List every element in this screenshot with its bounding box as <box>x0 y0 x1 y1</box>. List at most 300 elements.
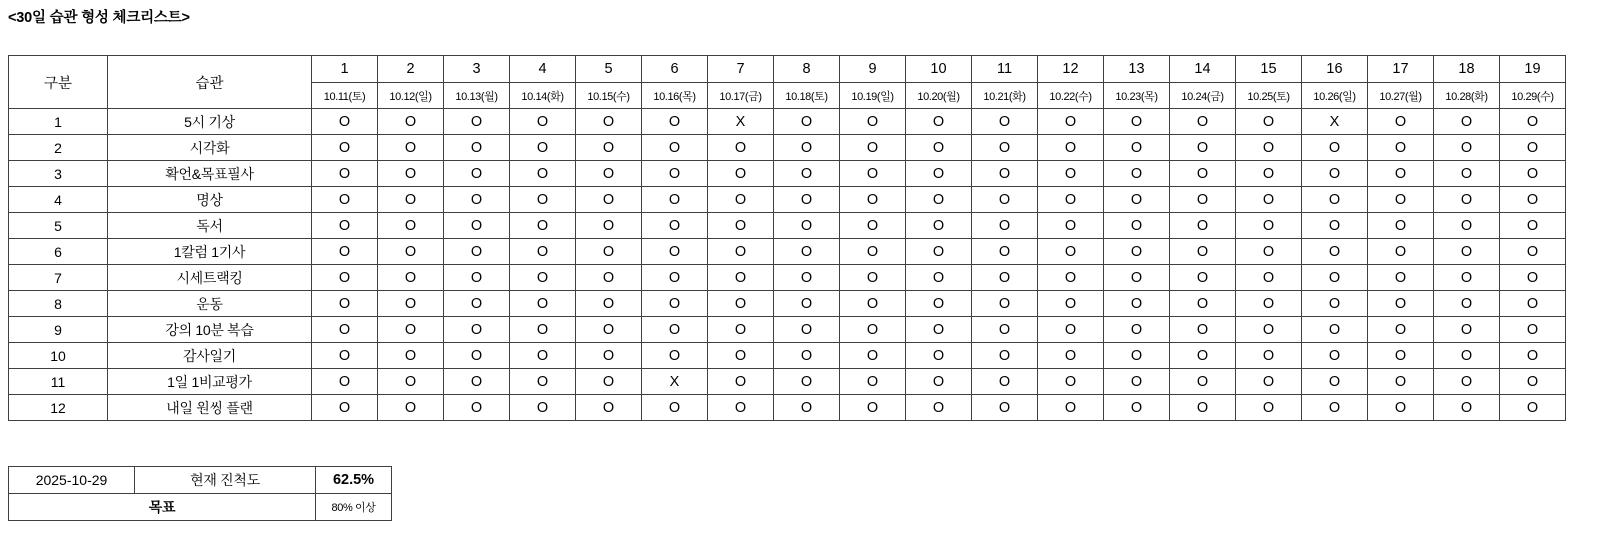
header-day-date: 10.23(목) <box>1104 83 1170 109</box>
habit-check-cell[interactable]: O <box>378 395 444 421</box>
table-row <box>9 265 1566 291</box>
habit-check-cell[interactable]: O <box>1236 239 1302 265</box>
habit-checklist-table <box>8 55 1566 421</box>
habit-check-cell[interactable]: O <box>708 317 774 343</box>
habit-check-cell[interactable]: O <box>708 187 774 213</box>
habit-check-cell[interactable]: O <box>642 135 708 161</box>
header-day-date: 10.15(수) <box>576 83 642 109</box>
row-habit-name: 감사일기 <box>108 343 312 369</box>
summary-goal-value: 80% 이상 <box>316 494 392 521</box>
habit-check-cell[interactable]: O <box>1104 187 1170 213</box>
row-habit-name: 명상 <box>108 187 312 213</box>
habit-check-cell[interactable]: O <box>444 395 510 421</box>
habit-check-cell[interactable]: O <box>774 265 840 291</box>
header-day-number: 3 <box>444 56 510 83</box>
habit-check-cell[interactable]: O <box>972 369 1038 395</box>
habit-check-cell[interactable]: O <box>312 395 378 421</box>
habit-check-cell[interactable]: O <box>1368 343 1434 369</box>
habit-check-cell[interactable]: O <box>1038 343 1104 369</box>
habit-check-cell[interactable]: O <box>1104 239 1170 265</box>
habit-check-cell[interactable]: O <box>906 109 972 135</box>
habit-check-cell[interactable]: O <box>444 369 510 395</box>
row-index: 12 <box>9 395 108 421</box>
habit-check-cell[interactable]: O <box>840 395 906 421</box>
habit-check-cell[interactable]: O <box>312 343 378 369</box>
habit-check-cell[interactable]: O <box>774 187 840 213</box>
habit-check-cell[interactable]: O <box>642 109 708 135</box>
header-day-date: 10.24(금) <box>1170 83 1236 109</box>
habit-check-cell[interactable]: O <box>774 161 840 187</box>
header-day-number: 12 <box>1038 56 1104 83</box>
habit-check-cell[interactable]: O <box>510 369 576 395</box>
header-day-date: 10.21(화) <box>972 83 1038 109</box>
habit-check-cell[interactable]: O <box>1038 317 1104 343</box>
habit-check-cell[interactable]: O <box>576 187 642 213</box>
habit-check-cell[interactable]: O <box>774 213 840 239</box>
header-day-number: 1 <box>312 56 378 83</box>
habit-check-cell[interactable]: O <box>642 291 708 317</box>
habit-check-cell[interactable]: O <box>312 135 378 161</box>
row-habit-name: 강의 10분 복습 <box>108 317 312 343</box>
habit-check-cell[interactable]: O <box>378 135 444 161</box>
habit-check-cell[interactable]: O <box>642 317 708 343</box>
row-index: 2 <box>9 135 108 161</box>
habit-check-cell[interactable]: O <box>1368 395 1434 421</box>
habit-check-cell[interactable]: O <box>1500 265 1566 291</box>
habit-check-cell[interactable]: O <box>840 109 906 135</box>
page-title: <30일 습관 형성 체크리스트> <box>8 10 190 26</box>
habit-check-cell[interactable]: X <box>708 109 774 135</box>
habit-check-cell[interactable]: O <box>576 239 642 265</box>
habit-check-cell[interactable]: O <box>1104 213 1170 239</box>
header-day-number: 8 <box>774 56 840 83</box>
habit-check-cell[interactable]: O <box>1170 395 1236 421</box>
habit-check-cell[interactable]: O <box>708 343 774 369</box>
row-index: 8 <box>9 291 108 317</box>
habit-check-cell[interactable]: O <box>906 395 972 421</box>
habit-check-cell[interactable]: O <box>972 187 1038 213</box>
habit-check-cell[interactable]: O <box>774 291 840 317</box>
table-row <box>9 291 1566 317</box>
habit-check-cell[interactable]: O <box>906 317 972 343</box>
habit-check-cell[interactable]: O <box>906 265 972 291</box>
habit-check-cell[interactable]: O <box>312 187 378 213</box>
habit-check-cell[interactable]: O <box>312 317 378 343</box>
row-index: 3 <box>9 161 108 187</box>
habit-check-cell[interactable]: O <box>444 135 510 161</box>
habit-check-cell[interactable]: O <box>840 213 906 239</box>
habit-check-cell[interactable]: O <box>1170 109 1236 135</box>
habit-check-cell[interactable]: O <box>312 213 378 239</box>
habit-check-cell[interactable]: O <box>1302 239 1368 265</box>
habit-check-cell[interactable]: O <box>774 343 840 369</box>
header-day-date: 10.17(금) <box>708 83 774 109</box>
summary-progress-label: 현재 진척도 <box>135 467 316 494</box>
header-day-number: 4 <box>510 56 576 83</box>
header-day-date: 10.12(일) <box>378 83 444 109</box>
habit-check-cell[interactable]: O <box>378 161 444 187</box>
habit-check-cell[interactable]: O <box>1236 343 1302 369</box>
habit-check-cell[interactable]: O <box>906 291 972 317</box>
habit-check-cell[interactable]: O <box>576 291 642 317</box>
habit-check-cell[interactable]: O <box>708 213 774 239</box>
habit-check-cell[interactable]: O <box>1302 265 1368 291</box>
table-row <box>9 369 1566 395</box>
habit-check-cell[interactable]: O <box>840 239 906 265</box>
habit-check-cell[interactable]: O <box>708 369 774 395</box>
habit-check-cell[interactable]: O <box>378 187 444 213</box>
habit-check-cell[interactable]: O <box>1170 343 1236 369</box>
row-habit-name: 내일 원씽 플랜 <box>108 395 312 421</box>
habit-check-cell[interactable]: O <box>510 135 576 161</box>
habit-check-cell[interactable]: O <box>1038 187 1104 213</box>
habit-check-cell[interactable]: O <box>1104 291 1170 317</box>
habit-check-cell[interactable]: O <box>1368 265 1434 291</box>
habit-check-cell[interactable]: O <box>576 213 642 239</box>
habit-check-cell[interactable]: O <box>1104 109 1170 135</box>
habit-check-cell[interactable]: O <box>378 343 444 369</box>
habit-check-cell[interactable]: O <box>378 213 444 239</box>
habit-check-cell[interactable]: O <box>576 265 642 291</box>
table-row <box>9 213 1566 239</box>
habit-check-cell[interactable]: O <box>1236 109 1302 135</box>
header-day-date: 10.26(일) <box>1302 83 1368 109</box>
habit-check-cell[interactable]: O <box>642 265 708 291</box>
habit-check-cell[interactable]: O <box>1500 395 1566 421</box>
habit-check-cell[interactable]: O <box>312 265 378 291</box>
habit-check-cell[interactable]: O <box>576 343 642 369</box>
habit-check-cell[interactable]: O <box>576 109 642 135</box>
habit-check-cell[interactable]: O <box>1104 395 1170 421</box>
habit-check-cell[interactable]: O <box>444 213 510 239</box>
habit-check-cell[interactable]: O <box>444 109 510 135</box>
habit-check-cell[interactable]: O <box>1302 187 1368 213</box>
habit-check-cell[interactable]: O <box>510 343 576 369</box>
habit-check-cell[interactable]: O <box>576 135 642 161</box>
habit-check-cell[interactable]: O <box>1236 317 1302 343</box>
habit-check-cell[interactable]: O <box>510 265 576 291</box>
row-habit-name: 확언&목표필사 <box>108 161 312 187</box>
habit-check-cell[interactable]: O <box>708 395 774 421</box>
header-day-date: 10.16(목) <box>642 83 708 109</box>
habit-check-cell[interactable]: O <box>1170 317 1236 343</box>
habit-check-cell[interactable]: O <box>1434 265 1500 291</box>
habit-check-cell[interactable]: O <box>510 109 576 135</box>
habit-check-cell[interactable]: O <box>1368 187 1434 213</box>
header-day-date: 10.25(토) <box>1236 83 1302 109</box>
habit-check-cell[interactable]: O <box>444 161 510 187</box>
habit-check-cell[interactable]: O <box>1104 161 1170 187</box>
habit-check-cell[interactable]: O <box>906 369 972 395</box>
habit-check-cell[interactable]: O <box>1500 109 1566 135</box>
summary-date: 2025-10-29 <box>9 467 135 494</box>
habit-check-cell[interactable]: O <box>708 135 774 161</box>
habit-check-cell[interactable]: O <box>1368 317 1434 343</box>
habit-check-cell[interactable]: O <box>1236 161 1302 187</box>
row-index: 1 <box>9 109 108 135</box>
habit-check-cell[interactable]: O <box>1302 291 1368 317</box>
header-day-date: 10.22(수) <box>1038 83 1104 109</box>
habit-check-cell[interactable]: O <box>906 213 972 239</box>
table-header <box>9 56 1566 109</box>
habit-check-cell[interactable]: O <box>1434 213 1500 239</box>
habit-check-cell[interactable]: O <box>840 317 906 343</box>
habit-check-cell[interactable]: O <box>774 239 840 265</box>
habit-check-cell[interactable]: O <box>774 317 840 343</box>
habit-check-cell[interactable]: O <box>1302 213 1368 239</box>
row-habit-name: 독서 <box>108 213 312 239</box>
header-day-number: 13 <box>1104 56 1170 83</box>
habit-check-cell[interactable]: O <box>576 369 642 395</box>
habit-check-cell[interactable]: O <box>1302 369 1368 395</box>
habit-check-cell[interactable]: O <box>840 135 906 161</box>
habit-check-cell[interactable]: O <box>906 343 972 369</box>
habit-check-cell[interactable]: O <box>510 395 576 421</box>
row-index: 5 <box>9 213 108 239</box>
habit-check-cell[interactable]: O <box>378 291 444 317</box>
header-day-number: 15 <box>1236 56 1302 83</box>
habit-check-cell[interactable]: O <box>1368 213 1434 239</box>
habit-check-cell[interactable]: O <box>576 317 642 343</box>
habit-check-cell[interactable]: O <box>1500 291 1566 317</box>
header-day-number: 18 <box>1434 56 1500 83</box>
habit-check-cell[interactable]: O <box>378 239 444 265</box>
habit-check-cell[interactable]: O <box>444 291 510 317</box>
header-day-number: 17 <box>1368 56 1434 83</box>
habit-check-cell[interactable]: X <box>642 369 708 395</box>
habit-check-cell[interactable]: O <box>1302 135 1368 161</box>
habit-check-cell[interactable]: O <box>1368 135 1434 161</box>
row-index: 9 <box>9 317 108 343</box>
header-day-number: 14 <box>1170 56 1236 83</box>
habit-check-cell[interactable]: O <box>444 239 510 265</box>
habit-check-cell[interactable]: O <box>642 187 708 213</box>
header-day-number: 2 <box>378 56 444 83</box>
habit-check-cell[interactable]: O <box>1170 135 1236 161</box>
row-habit-name: 5시 기상 <box>108 109 312 135</box>
habit-check-cell[interactable]: O <box>906 135 972 161</box>
habit-check-cell[interactable]: O <box>378 369 444 395</box>
habit-check-cell[interactable]: O <box>378 109 444 135</box>
habit-check-cell[interactable]: O <box>1104 317 1170 343</box>
row-index: 11 <box>9 369 108 395</box>
header-day-number: 6 <box>642 56 708 83</box>
habit-check-cell[interactable]: O <box>1434 343 1500 369</box>
habit-check-cell[interactable]: O <box>1368 161 1434 187</box>
habit-check-cell[interactable]: O <box>774 109 840 135</box>
habit-check-cell[interactable]: O <box>312 369 378 395</box>
habit-check-cell[interactable]: O <box>1500 239 1566 265</box>
habit-check-cell[interactable]: O <box>1170 369 1236 395</box>
habit-check-cell[interactable]: O <box>1236 395 1302 421</box>
habit-check-cell[interactable]: O <box>1104 343 1170 369</box>
row-habit-name: 1일 1비교평가 <box>108 369 312 395</box>
habit-check-cell[interactable]: O <box>1038 369 1104 395</box>
habit-check-cell[interactable]: O <box>972 317 1038 343</box>
row-index: 6 <box>9 239 108 265</box>
habit-check-cell[interactable]: O <box>840 343 906 369</box>
summary-table <box>8 466 392 521</box>
habit-check-cell[interactable]: O <box>444 187 510 213</box>
habit-check-cell[interactable]: O <box>1170 239 1236 265</box>
habit-check-cell[interactable]: O <box>1434 161 1500 187</box>
habit-check-cell[interactable]: O <box>1104 265 1170 291</box>
habit-check-cell[interactable]: O <box>840 369 906 395</box>
habit-check-cell[interactable]: O <box>576 161 642 187</box>
habit-check-cell[interactable]: O <box>1038 109 1104 135</box>
habit-check-cell[interactable]: O <box>444 343 510 369</box>
habit-check-cell[interactable]: O <box>444 317 510 343</box>
habit-check-cell[interactable]: O <box>1500 161 1566 187</box>
habit-check-cell[interactable]: O <box>774 369 840 395</box>
habit-check-cell[interactable]: O <box>840 187 906 213</box>
habit-check-cell[interactable]: O <box>840 265 906 291</box>
row-index: 10 <box>9 343 108 369</box>
habit-check-cell[interactable]: O <box>840 291 906 317</box>
habit-check-cell[interactable]: O <box>906 239 972 265</box>
habit-check-cell[interactable]: O <box>1038 239 1104 265</box>
header-day-date: 10.28(화) <box>1434 83 1500 109</box>
habit-check-cell[interactable]: O <box>972 343 1038 369</box>
habit-check-cell[interactable]: O <box>774 395 840 421</box>
habit-check-cell[interactable]: O <box>1236 187 1302 213</box>
row-habit-name: 1칼럼 1기사 <box>108 239 312 265</box>
habit-check-cell[interactable]: O <box>378 265 444 291</box>
habit-check-cell[interactable]: O <box>1170 265 1236 291</box>
habit-check-cell[interactable]: O <box>1302 161 1368 187</box>
habit-check-cell[interactable]: O <box>510 317 576 343</box>
habit-check-cell[interactable]: O <box>1038 395 1104 421</box>
habit-check-cell[interactable]: O <box>1500 317 1566 343</box>
habit-check-cell[interactable]: O <box>510 291 576 317</box>
habit-check-cell[interactable]: O <box>312 291 378 317</box>
habit-check-cell[interactable]: O <box>1500 187 1566 213</box>
header-day-number: 10 <box>906 56 972 83</box>
habit-check-cell[interactable]: O <box>906 187 972 213</box>
habit-check-cell[interactable]: O <box>1038 213 1104 239</box>
habit-check-cell[interactable]: O <box>312 161 378 187</box>
header-day-date: 10.13(월) <box>444 83 510 109</box>
habit-check-cell[interactable]: O <box>708 239 774 265</box>
habit-check-cell[interactable]: O <box>510 161 576 187</box>
habit-check-cell[interactable]: O <box>708 161 774 187</box>
habit-check-cell[interactable]: O <box>840 161 906 187</box>
header-row-daynum <box>9 56 1566 83</box>
habit-check-cell[interactable]: O <box>1302 395 1368 421</box>
habit-check-cell[interactable]: O <box>1434 109 1500 135</box>
habit-check-cell[interactable]: O <box>1236 265 1302 291</box>
header-day-date: 10.18(토) <box>774 83 840 109</box>
habit-check-cell[interactable]: O <box>1302 317 1368 343</box>
habit-check-cell[interactable]: O <box>1368 109 1434 135</box>
habit-check-cell[interactable]: O <box>972 395 1038 421</box>
habit-check-cell[interactable]: O <box>1170 213 1236 239</box>
habit-check-cell[interactable]: O <box>1302 343 1368 369</box>
habit-check-cell[interactable]: O <box>906 161 972 187</box>
habit-check-cell[interactable]: O <box>510 213 576 239</box>
table-row <box>9 343 1566 369</box>
header-habit: 습관 <box>108 56 312 109</box>
habit-check-cell[interactable]: O <box>1170 187 1236 213</box>
habit-check-cell[interactable]: O <box>642 213 708 239</box>
habit-check-cell[interactable]: O <box>642 395 708 421</box>
habit-check-cell[interactable]: O <box>510 239 576 265</box>
habit-check-cell[interactable]: O <box>1038 135 1104 161</box>
habit-check-cell[interactable]: O <box>1236 135 1302 161</box>
habit-check-cell[interactable]: O <box>972 291 1038 317</box>
header-day-number: 7 <box>708 56 774 83</box>
habit-check-cell[interactable]: O <box>972 239 1038 265</box>
table-row <box>9 317 1566 343</box>
header-day-number: 11 <box>972 56 1038 83</box>
habit-check-cell[interactable]: O <box>708 265 774 291</box>
habit-check-cell[interactable]: O <box>1368 291 1434 317</box>
habit-check-cell[interactable]: O <box>972 135 1038 161</box>
habit-check-cell[interactable]: O <box>972 161 1038 187</box>
habit-check-cell[interactable]: O <box>1038 265 1104 291</box>
summary-row-progress <box>9 467 392 494</box>
habit-check-cell[interactable]: O <box>444 265 510 291</box>
habit-check-cell[interactable]: O <box>972 109 1038 135</box>
habit-check-cell[interactable]: O <box>312 109 378 135</box>
habit-check-cell[interactable]: O <box>1434 135 1500 161</box>
table-body <box>9 109 1566 421</box>
habit-check-cell[interactable]: O <box>708 291 774 317</box>
habit-check-cell[interactable]: O <box>1500 135 1566 161</box>
habit-check-cell[interactable]: O <box>1170 161 1236 187</box>
habit-check-cell[interactable]: O <box>1038 291 1104 317</box>
habit-check-cell[interactable]: O <box>1500 343 1566 369</box>
habit-check-cell[interactable]: O <box>642 161 708 187</box>
row-index: 4 <box>9 187 108 213</box>
habit-check-cell[interactable]: O <box>576 395 642 421</box>
habit-check-cell[interactable]: O <box>1500 369 1566 395</box>
habit-check-cell[interactable]: O <box>1170 291 1236 317</box>
habit-check-cell[interactable]: O <box>1434 291 1500 317</box>
habit-check-cell[interactable]: O <box>1236 213 1302 239</box>
habit-check-cell[interactable]: O <box>1434 239 1500 265</box>
habit-check-cell[interactable]: O <box>642 239 708 265</box>
habit-check-cell[interactable]: O <box>1434 187 1500 213</box>
habit-check-cell[interactable]: O <box>972 213 1038 239</box>
header-day-number: 19 <box>1500 56 1566 83</box>
header-day-date: 10.14(화) <box>510 83 576 109</box>
habit-check-cell[interactable]: O <box>1236 291 1302 317</box>
habit-check-cell[interactable]: O <box>642 343 708 369</box>
habit-check-cell[interactable]: O <box>1236 369 1302 395</box>
summary-goal-label: 목표 <box>9 494 316 521</box>
habit-check-cell[interactable]: O <box>378 317 444 343</box>
habit-check-cell[interactable]: O <box>1434 369 1500 395</box>
habit-check-cell[interactable]: O <box>1368 239 1434 265</box>
habit-check-cell[interactable]: O <box>1500 213 1566 239</box>
row-habit-name: 시각화 <box>108 135 312 161</box>
habit-check-cell[interactable]: O <box>1434 317 1500 343</box>
table-row <box>9 109 1566 135</box>
habit-check-cell[interactable]: O <box>1104 369 1170 395</box>
habit-check-cell[interactable]: O <box>1434 395 1500 421</box>
habit-check-cell[interactable]: O <box>774 135 840 161</box>
habit-check-cell[interactable]: O <box>1038 161 1104 187</box>
row-index: 7 <box>9 265 108 291</box>
habit-check-cell[interactable]: O <box>1104 135 1170 161</box>
habit-check-cell[interactable]: O <box>1368 369 1434 395</box>
habit-check-cell[interactable]: O <box>510 187 576 213</box>
habit-check-cell[interactable]: O <box>972 265 1038 291</box>
habit-check-cell[interactable]: X <box>1302 109 1368 135</box>
habit-check-cell[interactable]: O <box>312 239 378 265</box>
table-row <box>9 161 1566 187</box>
